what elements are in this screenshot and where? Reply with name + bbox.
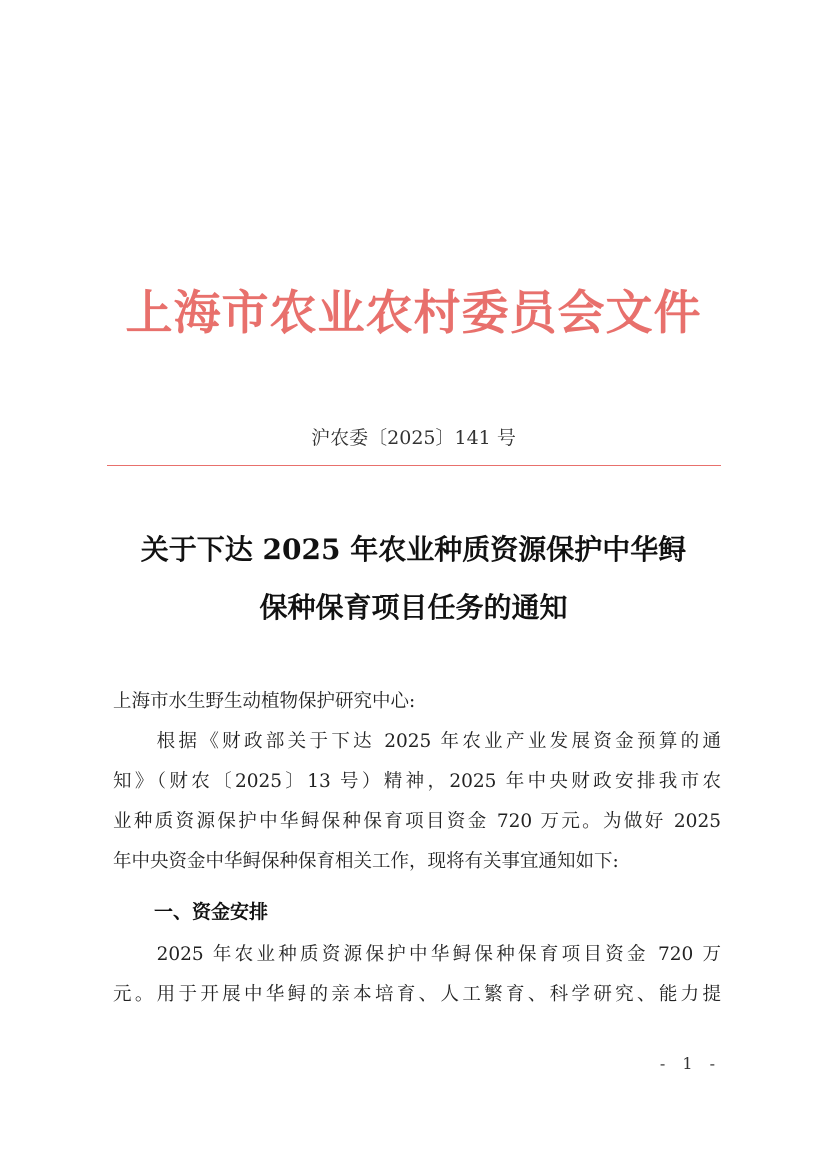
addressee: 上海市水生野生动植物保护研究中心: <box>113 691 416 712</box>
paragraph-1-line-4: 年中央资金中华鲟保种保育相关工作，现将有关事宜通知如下: <box>113 851 619 872</box>
paragraph-1-line-2: 知》（财农〔2025〕13 号）精神，2025 年中央财政安排我市农 <box>113 771 721 792</box>
paragraph-2-line-2: 元。用于开展中华鲟的亲本培育、人工繁育、科学研究、能力提 <box>113 984 721 1005</box>
paragraph-1-line-1: 根据《财政部关于下达 2025 年农业产业发展资金预算的通 <box>113 731 721 752</box>
document-number: 沪农委〔2025〕141 号 <box>311 427 516 449</box>
section-heading-funding: 一、资金安排 <box>154 901 269 923</box>
paragraph-1-line-3: 业种质资源保护中华鲟保种保育项目资金 720 万元。为做好 2025 <box>113 811 721 832</box>
paragraph-2-line-1: 2025 年农业种质资源保护中华鲟保种保育项目资金 720 万 <box>113 944 721 965</box>
red-separator-line <box>107 465 721 466</box>
page-number: - 1 - <box>659 1054 721 1073</box>
document-title-line-1: 关于下达 2025 年农业种质资源保护中华鲟 <box>140 533 687 566</box>
issuing-organization-title: 上海市农业农村委员会文件 <box>125 286 702 341</box>
document-title-line-2: 保种保育项目任务的通知 <box>259 591 568 624</box>
